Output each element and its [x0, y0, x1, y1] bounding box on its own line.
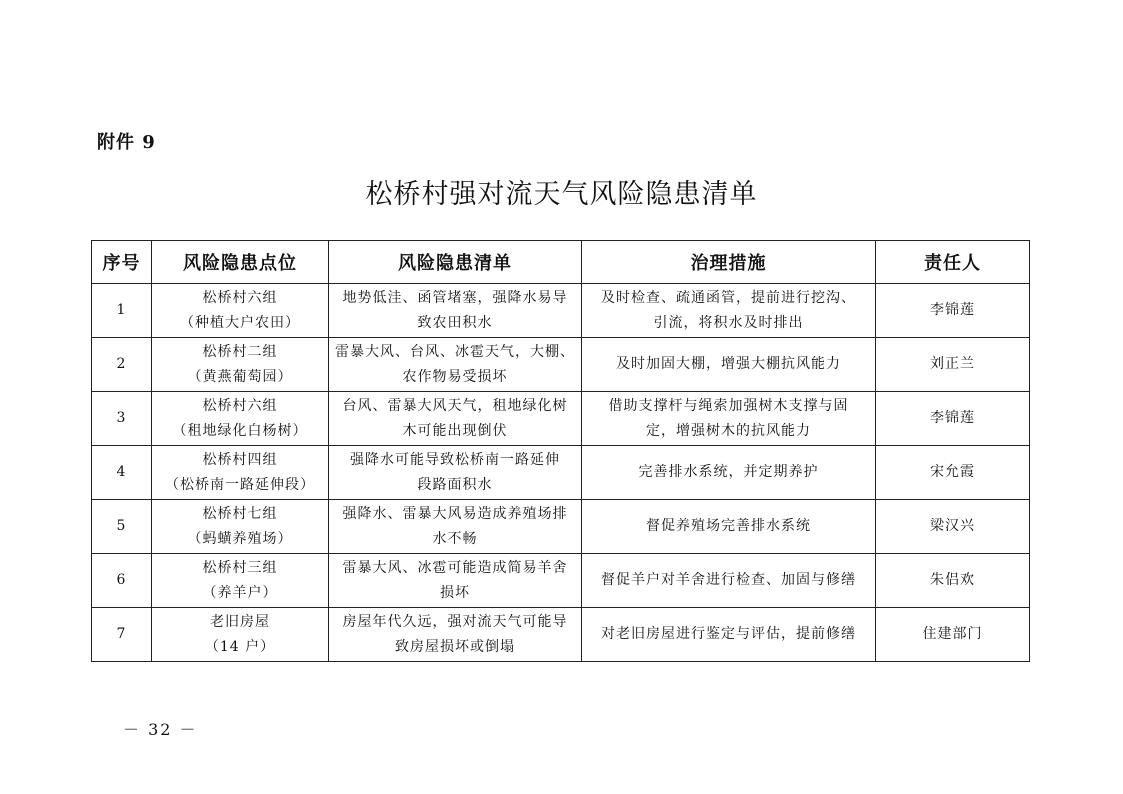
cell-location: 松桥村二组 （黄燕葡萄园） [152, 338, 329, 392]
cell-no: 2 [92, 338, 152, 392]
cell-person: 刘正兰 [876, 338, 1030, 392]
table-row [92, 446, 1030, 500]
table-row [92, 554, 1030, 608]
cell-location: 松桥村六组 （种植大户农田） [152, 284, 329, 338]
cell-person: 宋允霞 [876, 446, 1030, 500]
cell-measures: 完善排水系统，并定期养护 [582, 446, 876, 500]
cell-measures: 借助支撑杆与绳索加强树木支撑与固 定，增强树木的抗风能力 [582, 392, 876, 446]
cell-measures: 对老旧房屋进行鉴定与评估，提前修缮 [582, 608, 876, 662]
attachment-label: 附件 9 [97, 132, 156, 153]
header-measures: 治理措施 [582, 241, 876, 284]
cell-person: 住建部门 [876, 608, 1030, 662]
cell-hazard: 台风、雷暴大风天气，租地绿化树 木可能出现倒伏 [329, 392, 582, 446]
cell-location: 松桥村三组 （养羊户） [152, 554, 329, 608]
table-row [92, 392, 1030, 446]
cell-no: 4 [92, 446, 152, 500]
cell-person: 李锦莲 [876, 392, 1030, 446]
header-no: 序号 [92, 241, 152, 284]
cell-no: 1 [92, 284, 152, 338]
cell-location: 松桥村六组 （租地绿化白杨树） [152, 392, 329, 446]
header-hazard: 风险隐患清单 [329, 241, 582, 284]
cell-person: 朱侣欢 [876, 554, 1030, 608]
cell-location: 松桥村七组 （蚂蟥养殖场） [152, 500, 329, 554]
cell-hazard: 雷暴大风、冰雹可能造成简易羊舍 损坏 [329, 554, 582, 608]
cell-person: 梁汉兴 [876, 500, 1030, 554]
table-header-row [92, 241, 1030, 284]
cell-no: 6 [92, 554, 152, 608]
cell-measures: 督促养殖场完善排水系统 [582, 500, 876, 554]
document-title: 松桥村强对流天气风险隐患清单 [365, 179, 758, 210]
cell-hazard: 房屋年代久远，强对流天气可能导 致房屋损坏或倒塌 [329, 608, 582, 662]
header-location: 风险隐患点位 [152, 241, 329, 284]
cell-measures: 督促羊户对羊舍进行检查、加固与修缮 [582, 554, 876, 608]
header-person: 责任人 [876, 241, 1030, 284]
cell-hazard: 强降水、雷暴大风易造成养殖场排 水不畅 [329, 500, 582, 554]
table-row [92, 284, 1030, 338]
cell-measures: 及时加固大棚，增强大棚抗风能力 [582, 338, 876, 392]
table-row [92, 338, 1030, 392]
table-row [92, 500, 1030, 554]
cell-no: 5 [92, 500, 152, 554]
cell-no: 7 [92, 608, 152, 662]
cell-location: 老旧房屋 （14 户） [152, 608, 329, 662]
cell-no: 3 [92, 392, 152, 446]
cell-measures: 及时检查、疏通函管，提前进行挖沟、 引流，将积水及时排出 [582, 284, 876, 338]
page-number: － 32 － [123, 720, 198, 739]
cell-location: 松桥村四组 （松桥南一路延伸段） [152, 446, 329, 500]
cell-hazard: 雷暴大风、台风、冰雹天气，大棚、 农作物易受损坏 [329, 338, 582, 392]
table-row [92, 608, 1030, 662]
cell-person: 李锦莲 [876, 284, 1030, 338]
cell-hazard: 强降水可能导致松桥南一路延伸 段路面积水 [329, 446, 582, 500]
cell-hazard: 地势低洼、函管堵塞，强降水易导 致农田积水 [329, 284, 582, 338]
hazard-table [91, 240, 1030, 662]
